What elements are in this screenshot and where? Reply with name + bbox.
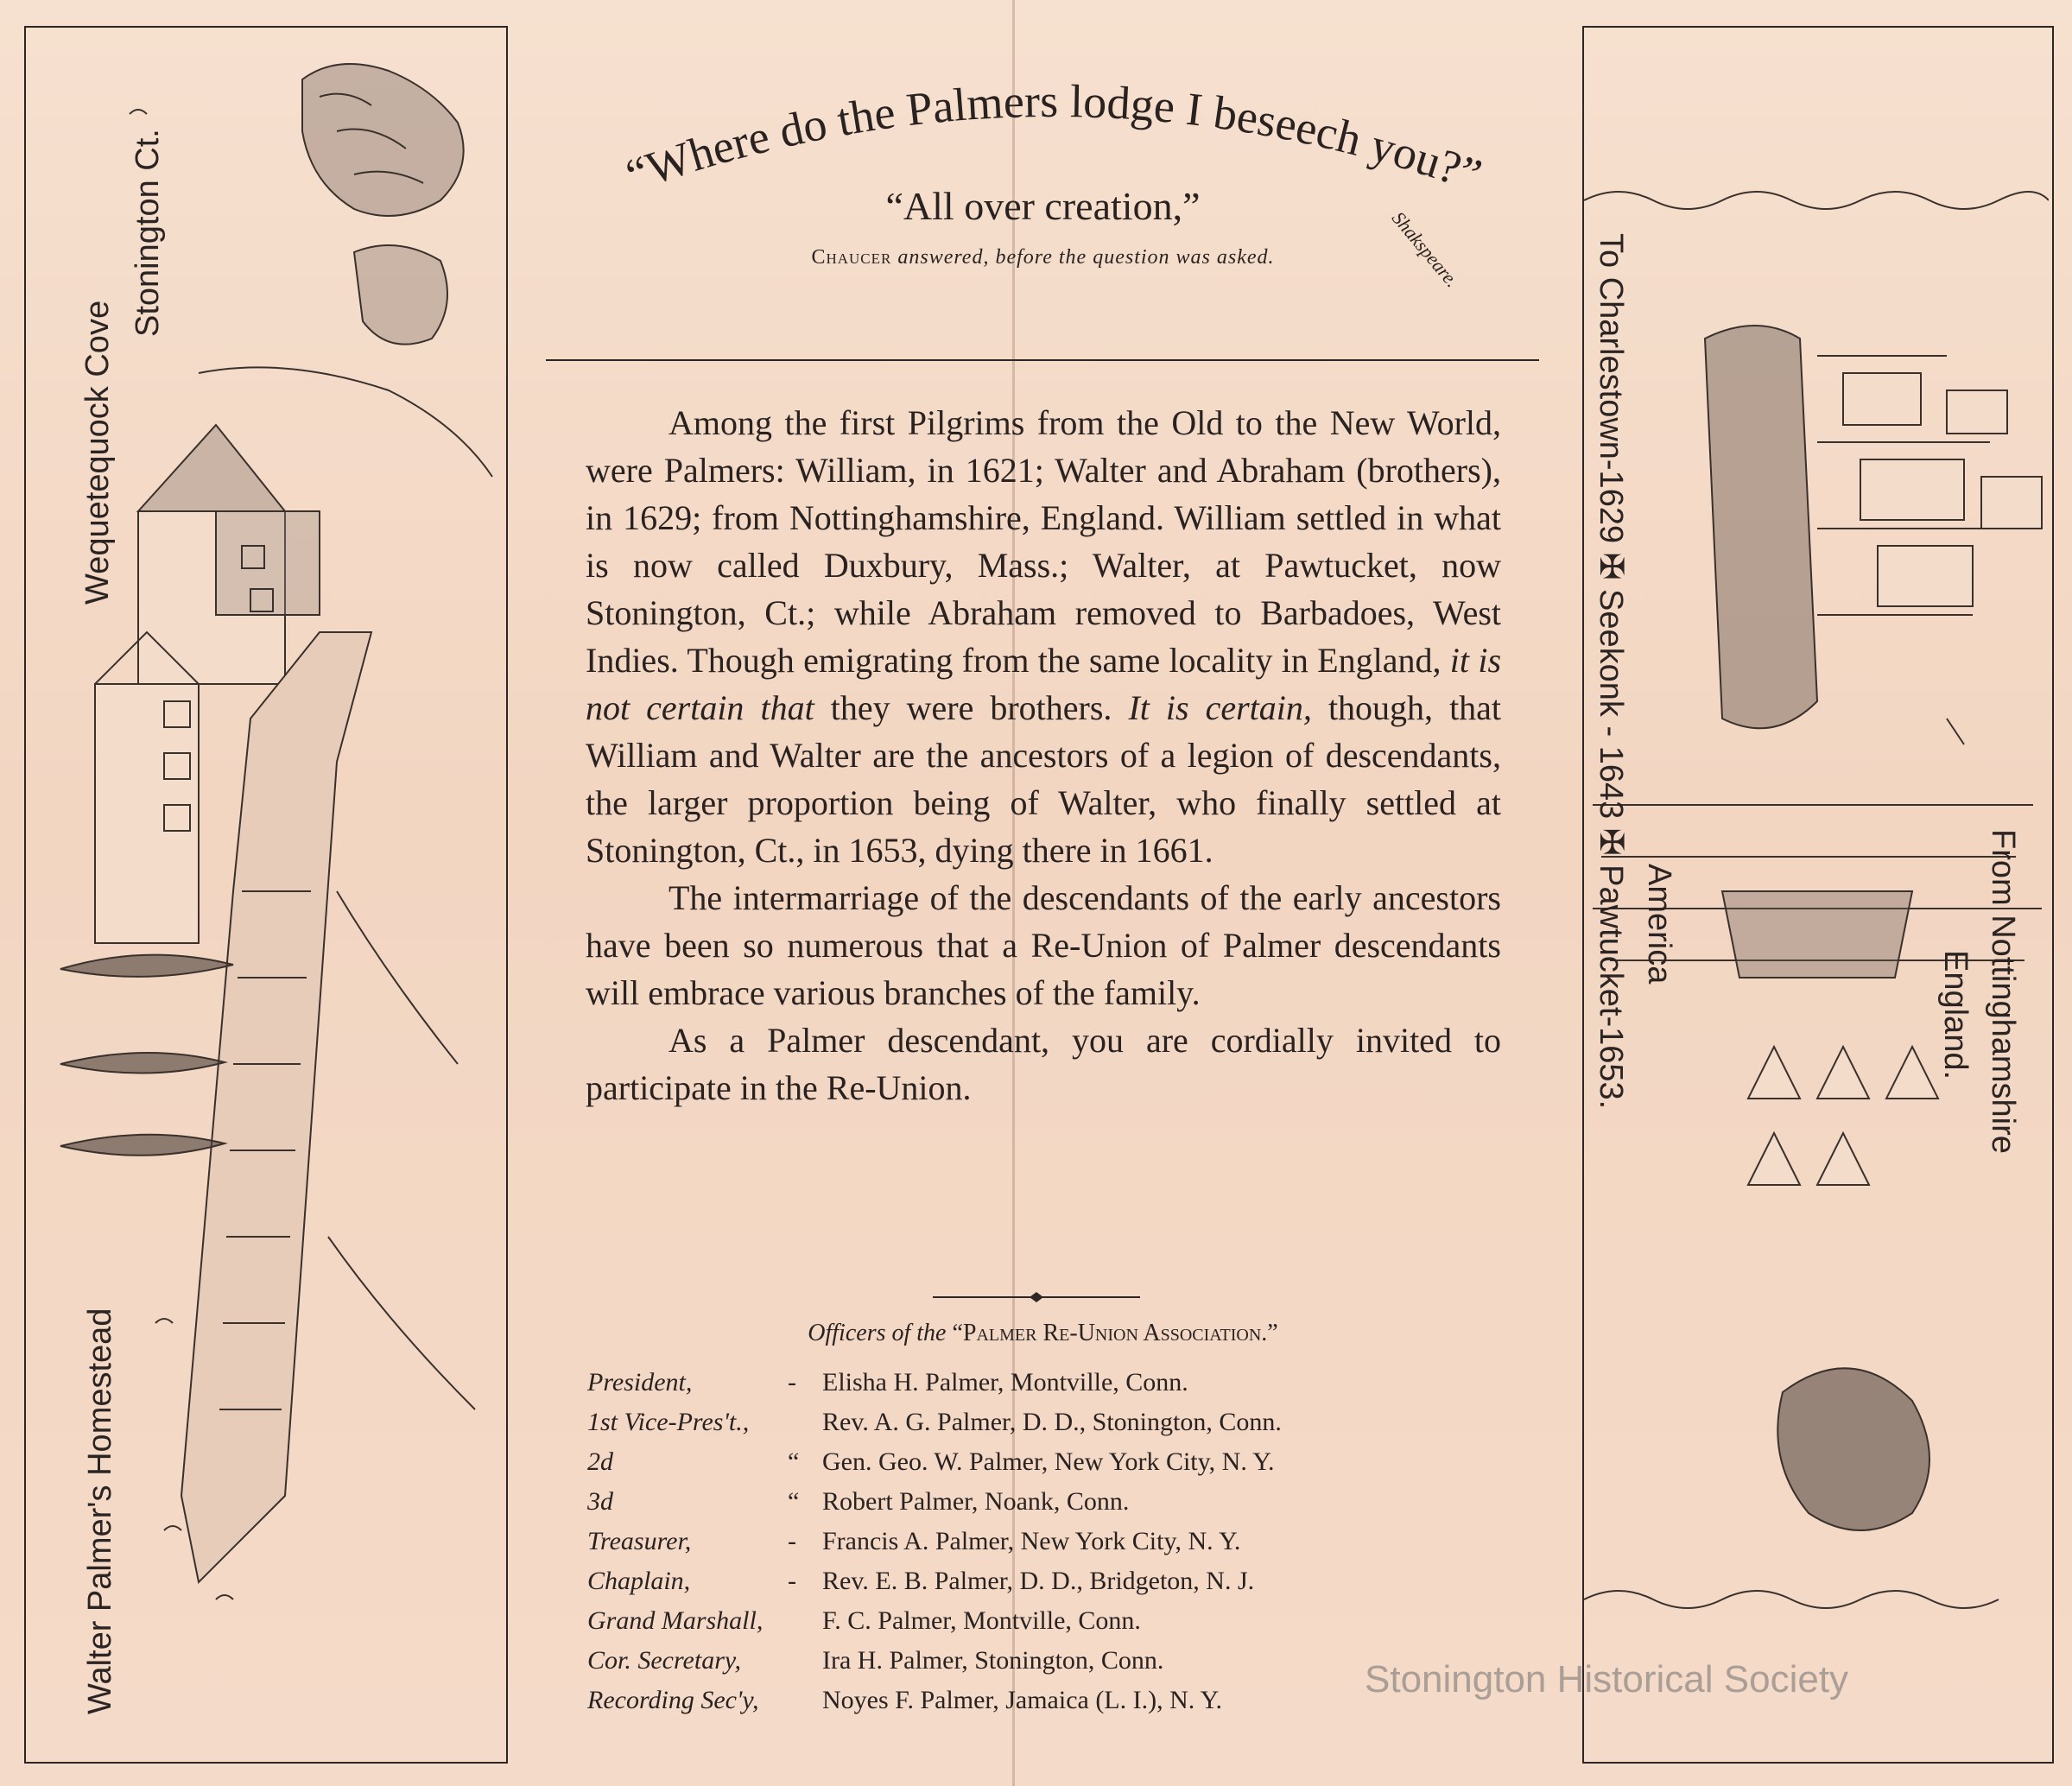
caption-america: America [1641, 864, 1677, 985]
officer-role: Treasurer, [587, 1527, 692, 1555]
officer-name: Ira H. Palmer, Stonington, Conn. [822, 1646, 1164, 1675]
officer-name: Elisha H. Palmer, Montville, Conn. [822, 1368, 1188, 1396]
caption-stonington: Stonington Ct. [130, 129, 166, 337]
officer-role: 1st Vice-Pres't., [587, 1408, 750, 1436]
officer-name: Noyes F. Palmer, Jamaica (L. I.), N. Y. [822, 1686, 1222, 1714]
reply-attribution [583, 246, 1503, 269]
officer-role: Chaplain, [587, 1567, 691, 1595]
p1-end: though, that William and Walter are the ancestors of a legion of descendants, the larger proportion being of Walter, who finally settled at Stonington, Ct., in 1653, dying there in 1661. [586, 688, 1502, 870]
officers-heading-org: “Palmer Re-Union Association.” [952, 1320, 1278, 1346]
officers-heading [583, 1320, 1503, 1347]
officer-row [587, 1567, 1511, 1606]
officer-name: Rev. A. G. Palmer, D. D., Stonington, Conn. [822, 1408, 1282, 1436]
officer-role: Cor. Secretary, [587, 1646, 742, 1675]
officer-ditto: - [788, 1567, 796, 1595]
officer-ditto: - [788, 1527, 796, 1555]
officer-ditto: “ [788, 1447, 800, 1476]
reply-quote: “All over creation,” [885, 184, 1201, 228]
p1-italic-a: it is not certain that [586, 641, 1502, 727]
officer-row [587, 1447, 1511, 1487]
officer-name: Robert Palmer, Noank, Conn. [822, 1487, 1130, 1516]
caption-england: England. [1937, 950, 1974, 1080]
officer-role: President, [587, 1368, 693, 1396]
main-quote: “Where do the Palmers lodge I beseech you?” [619, 74, 1488, 202]
officer-role: Recording Sec'y, [587, 1686, 759, 1714]
paragraph-2: The intermarriage of the descendants of the early ancestors have been so numerous that a Re-Union of Palmer descendants will embrace various branches of the family. [586, 878, 1501, 1012]
caption-homestead: Walter Palmer's Homestead [82, 1308, 118, 1714]
reply-author: Chaucer [811, 246, 892, 269]
ornament-divider [933, 1289, 1140, 1306]
officer-ditto: “ [788, 1487, 800, 1516]
officer-name: Gen. Geo. W. Palmer, New York City, N. Y. [822, 1447, 1275, 1476]
caption-wequetequock: Wequetequock Cove [79, 300, 116, 605]
p1-italic-b: It is certain, [1128, 688, 1312, 727]
officer-row [587, 1487, 1511, 1527]
caption-from-nottinghamshire: From Nottinghamshire [1985, 829, 2021, 1154]
officer-row [587, 1606, 1511, 1646]
officer-role: 2d [587, 1447, 613, 1476]
paragraph-3: As a Palmer descendant, you are cordially invited to participate in the Re-Union. [586, 1021, 1501, 1107]
header-divider [546, 359, 1539, 361]
caption-route: To Charlestown-1629 ✠ Seekonk - 1643 ✠ Pawtucket-1653. [1593, 233, 1629, 1110]
officers-heading-italic: Officers of the [808, 1320, 947, 1346]
officer-ditto: - [788, 1368, 796, 1396]
officer-row [587, 1368, 1511, 1408]
officer-role: Grand Marshall, [587, 1606, 764, 1635]
officer-row [587, 1408, 1511, 1447]
p1-mid: they were brothers. [830, 688, 1112, 727]
reply-rest: answered, before the question was asked. [897, 246, 1275, 269]
body-text [586, 399, 1501, 1112]
officer-name: F. C. Palmer, Montville, Conn. [822, 1606, 1141, 1635]
p1-text: Among the first Pilgrims from the Old to the New World, were Palmers: William, in 1621; Walter and Abraham (brothers), in 1629; from Nottinghamshire, England. William settled in what is now called Duxbury, Mass.; Walter, at Pawtucket, now Stonington, Ct.; while Abraham removed to Barbadoes, West Indies. Though emigrating from the same locality in England, [586, 403, 1501, 680]
officer-row [587, 1527, 1511, 1567]
watermark: Stonington Historical Society [1365, 1658, 1849, 1700]
officer-name: Rev. E. B. Palmer, D. D., Bridgeton, N. J. [822, 1567, 1255, 1595]
officer-name: Francis A. Palmer, New York City, N. Y. [822, 1527, 1241, 1555]
quote-source: Shakspeare. [1387, 207, 1464, 292]
paragraph-1 [586, 399, 1501, 874]
officer-role: 3d [587, 1487, 613, 1516]
